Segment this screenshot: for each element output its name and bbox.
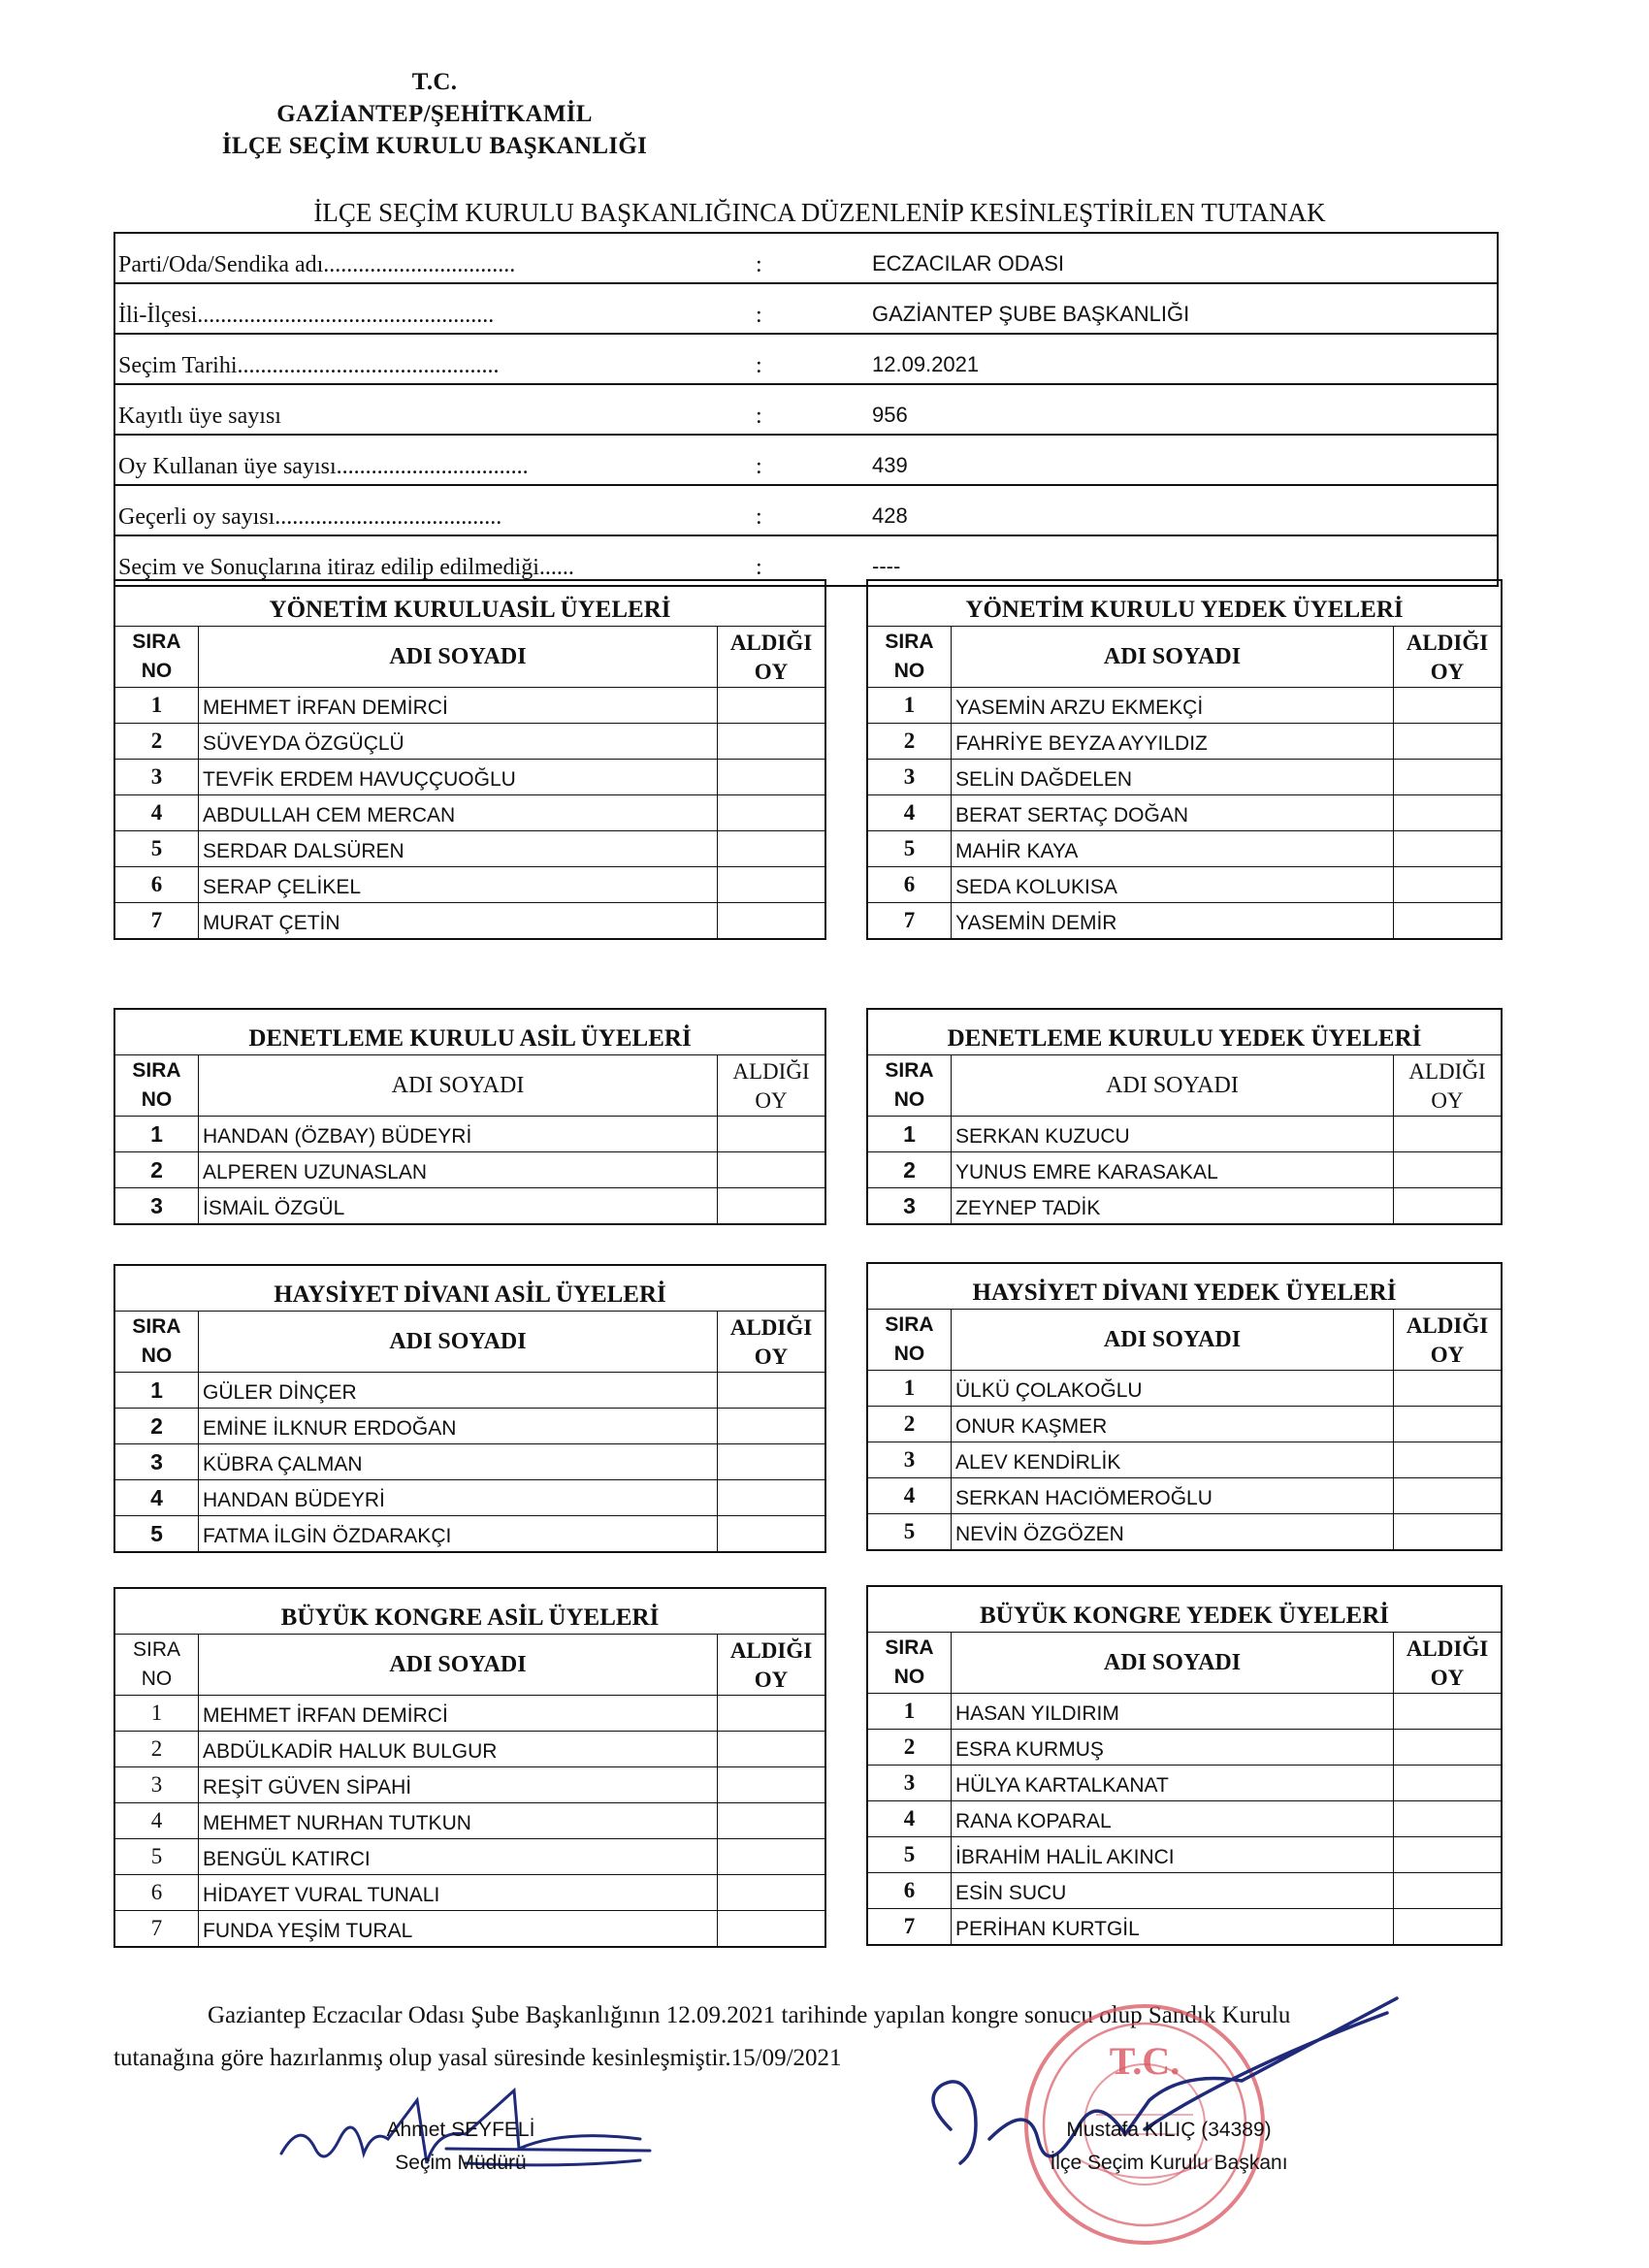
- table-title-row: [115, 1589, 824, 1635]
- row-number: 4: [868, 1801, 952, 1837]
- audit-substitute-members-table: [866, 1008, 1503, 1225]
- info-colon: :: [756, 233, 872, 283]
- table-row: [115, 1875, 824, 1911]
- votes-cell: [1394, 831, 1502, 867]
- member-name: İBRAHİM HALİL AKINCI: [952, 1837, 1394, 1873]
- info-value: 439: [872, 435, 1498, 485]
- table-row: [115, 795, 824, 831]
- row-number: 1: [115, 688, 199, 724]
- votes-cell: [1394, 1909, 1502, 1945]
- left-signatory-name: Ahmet SEYFELİ: [386, 2119, 535, 2141]
- votes-cell: [718, 1516, 825, 1552]
- column-header-votes: ALDIĞI OY: [718, 1312, 825, 1373]
- table-title-row: [868, 581, 1501, 627]
- table-row: [115, 1152, 824, 1188]
- column-header-votes: ALDIĞI OY: [718, 1055, 825, 1117]
- row-number: 6: [868, 1873, 952, 1909]
- table-row: [868, 1188, 1501, 1224]
- votes-cell: [1394, 1801, 1502, 1837]
- member-name: HANDAN (ÖZBAY) BÜDEYRİ: [199, 1117, 718, 1152]
- row-number: 2: [115, 1152, 199, 1188]
- votes-cell: [718, 795, 825, 831]
- votes-cell: [718, 831, 825, 867]
- table-row: [868, 1837, 1501, 1873]
- votes-cell: [718, 688, 825, 724]
- member-name: ALEV KENDİRLİK: [952, 1442, 1394, 1478]
- member-name: ZEYNEP TADİK: [952, 1188, 1394, 1224]
- table-row: [868, 1478, 1501, 1514]
- member-name: MEHMET İRFAN DEMİRCİ: [199, 1696, 718, 1732]
- member-table: [115, 581, 824, 938]
- votes-cell: [1394, 688, 1502, 724]
- table-row: [868, 688, 1501, 724]
- table-row: [868, 724, 1501, 760]
- column-header-no: SIRA NO: [868, 1310, 952, 1371]
- info-value: ECZACILAR ODASI: [872, 233, 1498, 283]
- row-number: 7: [115, 903, 199, 939]
- row-number: 3: [115, 1188, 199, 1224]
- table-title-row: [868, 1264, 1501, 1310]
- votes-cell: [1394, 795, 1502, 831]
- table-title-row: [115, 1010, 824, 1055]
- votes-cell: [718, 1767, 825, 1803]
- table-row: [115, 1444, 824, 1480]
- table-row: [868, 1766, 1501, 1801]
- votes-cell: [1394, 724, 1502, 760]
- votes-cell: [718, 1911, 825, 1947]
- member-name: ESİN SUCU: [952, 1873, 1394, 1909]
- row-number: 3: [115, 1444, 199, 1480]
- row-number: 3: [868, 1442, 952, 1478]
- member-name: ONUR KAŞMER: [952, 1407, 1394, 1442]
- votes-cell: [718, 1444, 825, 1480]
- right-signatory-name: Mustafa KILIÇ (34389): [1066, 2119, 1272, 2141]
- table-title: YÖNETİM KURULUASİL ÜYELERİ: [115, 581, 824, 627]
- column-header-name: ADI SOYADI: [952, 627, 1394, 688]
- row-number: 5: [115, 1516, 199, 1552]
- row-number: 5: [868, 1514, 952, 1550]
- election-info-body: [114, 233, 1498, 586]
- info-row: [114, 485, 1498, 535]
- votes-cell: [718, 760, 825, 795]
- info-value: 12.09.2021: [872, 334, 1498, 384]
- info-value: 956: [872, 384, 1498, 435]
- row-number: 4: [868, 795, 952, 831]
- row-number: 1: [868, 1371, 952, 1407]
- header-line-tc: T.C.: [411, 69, 458, 95]
- votes-cell: [1394, 1730, 1502, 1766]
- row-number: 2: [115, 1409, 199, 1444]
- table-row: [868, 1371, 1501, 1407]
- row-number: 3: [868, 1188, 952, 1224]
- column-header-no: SIRA NO: [115, 627, 199, 688]
- votes-cell: [1394, 1766, 1502, 1801]
- member-name: SERKAN KUZUCU: [952, 1117, 1394, 1152]
- row-number: 6: [868, 867, 952, 903]
- member-name: FAHRİYE BEYZA AYYILDIZ: [952, 724, 1394, 760]
- member-name: MURAT ÇETİN: [199, 903, 718, 939]
- table-row: [115, 1117, 824, 1152]
- member-name: HİDAYET VURAL TUNALI: [199, 1875, 718, 1911]
- table-row: [115, 867, 824, 903]
- table-row: [115, 688, 824, 724]
- member-name: ALPEREN UZUNASLAN: [199, 1152, 718, 1188]
- member-name: ABDÜLKADİR HALUK BULGUR: [199, 1732, 718, 1767]
- member-name: MEHMET NURHAN TUTKUN: [199, 1803, 718, 1839]
- votes-cell: [1394, 1442, 1502, 1478]
- table-row: [868, 760, 1501, 795]
- table-title: BÜYÜK KONGRE YEDEK ÜYELERİ: [868, 1587, 1501, 1633]
- votes-cell: [718, 1152, 825, 1188]
- table-row: [115, 1767, 824, 1803]
- member-name: MAHİR KAYA: [952, 831, 1394, 867]
- table-row: [115, 760, 824, 795]
- table-title-row: [115, 581, 824, 627]
- table-title: HAYSİYET DİVANI YEDEK ÜYELERİ: [868, 1264, 1501, 1310]
- info-row: [114, 384, 1498, 435]
- member-name: EMİNE İLKNUR ERDOĞAN: [199, 1409, 718, 1444]
- info-colon: :: [756, 485, 872, 535]
- table-row: [115, 1911, 824, 1947]
- table-title: DENETLEME KURULU ASİL ÜYELERİ: [115, 1010, 824, 1055]
- info-label: Seçim ve Sonuçlarına itiraz edilip edilmediği......: [118, 555, 574, 580]
- column-header-row: [115, 1312, 824, 1373]
- info-value: 428: [872, 485, 1498, 535]
- column-header-name: ADI SOYADI: [952, 1310, 1394, 1371]
- member-name: SERAP ÇELİKEL: [199, 867, 718, 903]
- table-row: [115, 831, 824, 867]
- votes-cell: [718, 1732, 825, 1767]
- info-label: Oy Kullanan üye sayısı.................................: [114, 435, 756, 485]
- table-row: [868, 1442, 1501, 1478]
- row-number: 2: [868, 1407, 952, 1442]
- table-title: BÜYÜK KONGRE ASİL ÜYELERİ: [115, 1589, 824, 1635]
- table-row: [115, 1373, 824, 1409]
- member-name: GÜLER DİNÇER: [199, 1373, 718, 1409]
- row-number: 6: [115, 1875, 199, 1911]
- member-name: SERKAN HACIÖMEROĞLU: [952, 1478, 1394, 1514]
- member-name: YUNUS EMRE KARASAKAL: [952, 1152, 1394, 1188]
- member-table: [868, 1587, 1501, 1944]
- board-substitute-members-table: [866, 579, 1503, 940]
- table-row: [115, 1696, 824, 1732]
- row-number: 2: [115, 724, 199, 760]
- column-header-row: [115, 1055, 824, 1117]
- row-number: 5: [115, 831, 199, 867]
- votes-cell: [718, 867, 825, 903]
- row-number: 7: [868, 1909, 952, 1945]
- info-label: Kayıtlı üye sayısı: [114, 384, 756, 435]
- info-value: ----: [872, 554, 901, 578]
- table-row: [868, 1407, 1501, 1442]
- member-table: [868, 1264, 1501, 1549]
- column-header-name: ADI SOYADI: [952, 1633, 1394, 1694]
- table-title: HAYSİYET DİVANI ASİL ÜYELERİ: [115, 1266, 824, 1312]
- member-name: ESRA KURMUŞ: [952, 1730, 1394, 1766]
- member-name: ABDULLAH CEM MERCAN: [199, 795, 718, 831]
- row-number: 1: [115, 1373, 199, 1409]
- row-number: 6: [115, 867, 199, 903]
- honor-council-primary-members-table: [113, 1264, 826, 1553]
- member-name: PERİHAN KURTGİL: [952, 1909, 1394, 1945]
- header-line-office: İLÇE SEÇİM KURULU BAŞKANLIĞI: [221, 133, 648, 159]
- row-number: 5: [868, 1837, 952, 1873]
- election-info-table: [113, 232, 1499, 587]
- table-row: [115, 1839, 824, 1875]
- row-number: 2: [868, 1730, 952, 1766]
- row-number: 5: [868, 831, 952, 867]
- closing-statement-line-1: Gaziantep Eczacılar Odası Şube Başkanlığının 12.09.2021 tarihinde yapılan kongre sonucu olup Sandık Kurulu: [208, 2002, 1291, 2028]
- member-name: HASAN YILDIRIM: [952, 1694, 1394, 1730]
- column-header-name: ADI SOYADI: [199, 1312, 718, 1373]
- row-number: 1: [868, 1694, 952, 1730]
- column-header-no: SIRA NO: [115, 1055, 199, 1117]
- info-row: [114, 435, 1498, 485]
- info-colon: :: [756, 435, 872, 485]
- info-label: Parti/Oda/Sendika adı.................................: [114, 233, 756, 283]
- info-row: [114, 283, 1498, 334]
- row-number: 3: [115, 1767, 199, 1803]
- member-table: [868, 1010, 1501, 1223]
- votes-cell: [718, 1188, 825, 1224]
- column-header-votes: ALDIĞI OY: [1394, 1310, 1502, 1371]
- votes-cell: [718, 903, 825, 939]
- votes-cell: [1394, 1478, 1502, 1514]
- column-header-name: ADI SOYADI: [952, 1055, 1394, 1117]
- member-name: BENGÜL KATIRCI: [199, 1839, 718, 1875]
- votes-cell: [1394, 1117, 1502, 1152]
- info-row: [114, 334, 1498, 384]
- column-header-votes: ALDIĞI OY: [718, 1635, 825, 1696]
- votes-cell: [1394, 1407, 1502, 1442]
- table-row: [115, 1732, 824, 1767]
- row-number: 4: [868, 1478, 952, 1514]
- row-number: 3: [115, 760, 199, 795]
- column-header-no: SIRA NO: [115, 1312, 199, 1373]
- table-row: [115, 1480, 824, 1516]
- row-number: 4: [115, 795, 199, 831]
- member-name: SÜVEYDA ÖZGÜÇLÜ: [199, 724, 718, 760]
- table-title-row: [115, 1266, 824, 1312]
- row-number: 7: [868, 903, 952, 939]
- audit-primary-members-table: [113, 1008, 826, 1225]
- column-header-row: [868, 1633, 1501, 1694]
- info-colon: :: [756, 555, 762, 580]
- member-name: REŞİT GÜVEN SİPAHİ: [199, 1767, 718, 1803]
- grand-congress-primary-members-table: [113, 1587, 826, 1948]
- member-table: [115, 1589, 824, 1946]
- table-row: [115, 1188, 824, 1224]
- right-signatory-title: İlçe Seçim Kurulu Başkanı: [1050, 2152, 1288, 2174]
- info-colon: :: [756, 384, 872, 435]
- table-row: [868, 1694, 1501, 1730]
- votes-cell: [1394, 867, 1502, 903]
- institution-header: [202, 66, 667, 162]
- column-header-votes: ALDIĞI OY: [1394, 627, 1502, 688]
- column-header-name: ADI SOYADI: [199, 627, 718, 688]
- column-header-name: ADI SOYADI: [199, 1055, 718, 1117]
- table-title: YÖNETİM KURULU YEDEK ÜYELERİ: [868, 581, 1501, 627]
- column-header-no: SIRA NO: [868, 1633, 952, 1694]
- info-label: İli-İlçesi...................................................: [114, 283, 756, 334]
- row-number: 1: [115, 1117, 199, 1152]
- row-number: 2: [115, 1732, 199, 1767]
- table-title-row: [868, 1587, 1501, 1633]
- column-header-row: [868, 1310, 1501, 1371]
- info-colon: :: [756, 283, 872, 334]
- row-number: 4: [115, 1803, 199, 1839]
- row-number: 3: [868, 1766, 952, 1801]
- votes-cell: [718, 1839, 825, 1875]
- row-number: 2: [868, 724, 952, 760]
- member-name: NEVİN ÖZGÖZEN: [952, 1514, 1394, 1550]
- member-name: RANA KOPARAL: [952, 1801, 1394, 1837]
- votes-cell: [1394, 1694, 1502, 1730]
- column-header-row: [868, 627, 1501, 688]
- honor-council-substitute-members-table: [866, 1262, 1503, 1551]
- table-row: [868, 1730, 1501, 1766]
- table-row: [115, 1409, 824, 1444]
- member-name: SERDAR DALSÜREN: [199, 831, 718, 867]
- votes-cell: [1394, 903, 1502, 939]
- member-name: SELİN DAĞDELEN: [952, 760, 1394, 795]
- table-title: DENETLEME KURULU YEDEK ÜYELERİ: [868, 1010, 1501, 1055]
- column-header-row: [115, 627, 824, 688]
- table-row: [868, 795, 1501, 831]
- votes-cell: [1394, 1514, 1502, 1550]
- row-number: 7: [115, 1911, 199, 1947]
- table-row: [115, 903, 824, 939]
- seal-center-text: T.C.: [1109, 2039, 1180, 2083]
- table-row: [868, 867, 1501, 903]
- member-name: İSMAİL ÖZGÜL: [199, 1188, 718, 1224]
- member-name: HÜLYA KARTALKANAT: [952, 1766, 1394, 1801]
- row-number: 1: [868, 1117, 952, 1152]
- votes-cell: [718, 1409, 825, 1444]
- member-table: [868, 581, 1501, 938]
- votes-cell: [718, 724, 825, 760]
- table-row: [868, 1117, 1501, 1152]
- table-row: [868, 903, 1501, 939]
- info-row: [114, 233, 1498, 283]
- member-table: [115, 1266, 824, 1551]
- table-row: [868, 1152, 1501, 1188]
- member-table: [115, 1010, 824, 1223]
- table-row: [115, 1516, 824, 1552]
- table-row: [868, 1909, 1501, 1945]
- votes-cell: [718, 1803, 825, 1839]
- table-row: [868, 1514, 1501, 1550]
- votes-cell: [718, 1480, 825, 1516]
- votes-cell: [1394, 760, 1502, 795]
- left-signatory: [349, 2114, 572, 2180]
- column-header-no: SIRA NO: [115, 1635, 199, 1696]
- member-name: TEVFİK ERDEM HAVUÇÇUOĞLU: [199, 760, 718, 795]
- column-header-row: [868, 1055, 1501, 1117]
- member-name: FUNDA YEŞİM TURAL: [199, 1911, 718, 1947]
- row-number: 2: [868, 1152, 952, 1188]
- grand-congress-substitute-members-table: [866, 1585, 1503, 1946]
- header-line-city: GAZİANTEP/ŞEHİTKAMİL: [276, 101, 593, 127]
- member-name: YASEMİN ARZU EKMEKÇİ: [952, 688, 1394, 724]
- column-header-votes: ALDIĞI OY: [1394, 1055, 1502, 1117]
- votes-cell: [718, 1373, 825, 1409]
- column-header-votes: ALDIĞI OY: [1394, 1633, 1502, 1694]
- info-label: Geçerli oy sayısı.......................................: [114, 485, 756, 535]
- member-name: MEHMET İRFAN DEMİRCİ: [199, 688, 718, 724]
- member-name: ÜLKÜ ÇOLAKOĞLU: [952, 1371, 1394, 1407]
- member-name: FATMA İLGİN ÖZDARAKÇI: [199, 1516, 718, 1552]
- info-label: Seçim Tarihi.............................................: [114, 334, 756, 384]
- votes-cell: [718, 1875, 825, 1911]
- table-row: [868, 1873, 1501, 1909]
- left-signatory-title: Seçim Müdürü: [395, 2152, 527, 2174]
- document-title: İLÇE SEÇİM KURULU BAŞKANLIĞINCA DÜZENLENİP KESİNLEŞTİRİLEN TUTANAK: [313, 198, 1326, 227]
- member-name: HANDAN BÜDEYRİ: [199, 1480, 718, 1516]
- right-signatory: [1018, 2114, 1319, 2180]
- info-colon: :: [756, 334, 872, 384]
- column-header-no: SIRA NO: [868, 627, 952, 688]
- row-number: 3: [868, 760, 952, 795]
- member-name: KÜBRA ÇALMAN: [199, 1444, 718, 1480]
- votes-cell: [1394, 1152, 1502, 1188]
- row-number: 1: [115, 1696, 199, 1732]
- column-header-row: [115, 1635, 824, 1696]
- table-row: [115, 1803, 824, 1839]
- table-row: [868, 831, 1501, 867]
- votes-cell: [718, 1696, 825, 1732]
- votes-cell: [1394, 1188, 1502, 1224]
- member-name: BERAT SERTAÇ DOĞAN: [952, 795, 1394, 831]
- column-header-no: SIRA NO: [868, 1055, 952, 1117]
- closing-statement-line-2: tutanağına göre hazırlanmış olup yasal süresinde kesinleşmiştir.15/09/2021: [113, 2045, 842, 2071]
- board-primary-members-table: [113, 579, 826, 940]
- column-header-votes: ALDIĞI OY: [718, 627, 825, 688]
- votes-cell: [1394, 1371, 1502, 1407]
- votes-cell: [1394, 1837, 1502, 1873]
- row-number: 4: [115, 1480, 199, 1516]
- info-value: GAZİANTEP ŞUBE BAŞKANLIĞI: [872, 283, 1498, 334]
- table-row: [868, 1801, 1501, 1837]
- row-number: 1: [868, 688, 952, 724]
- row-number: 5: [115, 1839, 199, 1875]
- votes-cell: [718, 1117, 825, 1152]
- table-title-row: [868, 1010, 1501, 1055]
- column-header-name: ADI SOYADI: [199, 1635, 718, 1696]
- member-name: SEDA KOLUKISA: [952, 867, 1394, 903]
- member-name: YASEMİN DEMİR: [952, 903, 1394, 939]
- table-row: [115, 724, 824, 760]
- votes-cell: [1394, 1873, 1502, 1909]
